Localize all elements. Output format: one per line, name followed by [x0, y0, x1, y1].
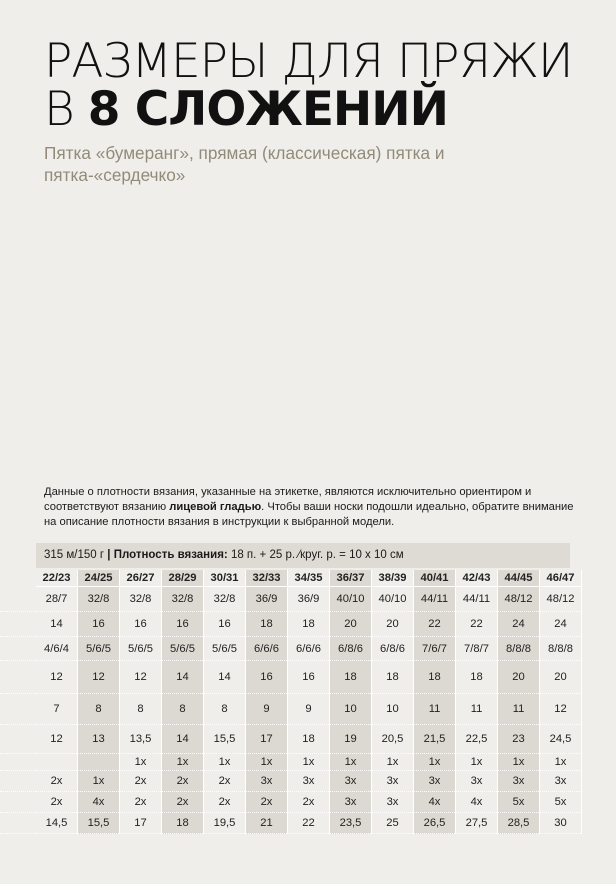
table-cell: 27,5 — [456, 813, 498, 834]
table-cell: 4x — [414, 792, 456, 813]
table-cell: 5x — [498, 792, 540, 813]
size-header: 42/43 — [456, 570, 498, 587]
size-header: 24/25 — [78, 570, 120, 587]
table-cell: 1x — [246, 754, 288, 771]
table-cell: 8 — [162, 694, 204, 725]
table-cell: 30 — [540, 813, 582, 834]
table-cell: 17 — [120, 813, 162, 834]
table-cell: 32/8 — [162, 587, 204, 612]
table-cell: 16 — [288, 661, 330, 694]
title-bold: 8 СЛОЖЕНИЙ — [87, 82, 448, 137]
table-cell: 18 — [162, 813, 204, 834]
size-header: 28/29 — [162, 570, 204, 587]
size-header: 34/35 — [288, 570, 330, 587]
table-cell: 2x — [162, 792, 204, 813]
row-divider — [0, 660, 36, 661]
table-cell: 22 — [456, 612, 498, 637]
table-cell: 6/8/6 — [372, 637, 414, 661]
table-cell: 18 — [456, 661, 498, 694]
table-cell: 6/6/6 — [288, 637, 330, 661]
size-header: 38/39 — [372, 570, 414, 587]
table-cell: 1x — [120, 754, 162, 771]
table-cell: 11 — [456, 694, 498, 725]
row-divider — [0, 753, 36, 754]
table-cell: 2x — [162, 771, 204, 792]
table-cell: 13,5 — [120, 725, 162, 754]
table-cell: 5/6/5 — [120, 637, 162, 661]
table-cell: 24 — [498, 612, 540, 637]
table-cell: 1x — [288, 754, 330, 771]
table-cell: 9 — [246, 694, 288, 725]
table-cell: 20,5 — [372, 725, 414, 754]
table-cell: 14 — [162, 725, 204, 754]
row-divider — [0, 636, 36, 637]
table-cell: 28/7 — [36, 587, 78, 612]
row-divider — [0, 611, 36, 612]
table-cell: 7 — [36, 694, 78, 725]
table-cell: 1x — [372, 754, 414, 771]
size-header: 22/23 — [36, 570, 78, 587]
table-cell: 16 — [204, 612, 246, 637]
table-cell: 12 — [120, 661, 162, 694]
table-cell: 18 — [414, 661, 456, 694]
table-cell: 24,5 — [540, 725, 582, 754]
table-cell: 3x — [372, 771, 414, 792]
table-cell: 15,5 — [78, 813, 120, 834]
table-cell: 12 — [78, 661, 120, 694]
table-cell: 19 — [330, 725, 372, 754]
table-cell: 12 — [36, 725, 78, 754]
table-cell: 18 — [288, 612, 330, 637]
table-cell: 16 — [120, 612, 162, 637]
table-cell: 19,5 — [204, 813, 246, 834]
intro-bold-text: лицевой гладью — [169, 501, 262, 514]
table-cell: 5/6/5 — [162, 637, 204, 661]
meta-separator: | — [107, 549, 111, 561]
table-cell: 16 — [246, 661, 288, 694]
table-cell: 20 — [372, 612, 414, 637]
size-table — [36, 570, 582, 834]
row-divider — [0, 693, 36, 694]
table-cell: 16 — [78, 612, 120, 637]
table-row — [36, 661, 582, 694]
title-line-1: РАЗМЕРЫ ДЛЯ ПРЯЖИ — [44, 34, 573, 89]
table-cell: 2x — [288, 792, 330, 813]
table-cell: 12 — [540, 694, 582, 725]
table-cell: 8 — [120, 694, 162, 725]
gauge-label: Плотность вязания: — [113, 549, 228, 561]
title-prefix: В — [44, 82, 74, 137]
table-cell: 14 — [36, 612, 78, 637]
table-cell: 3x — [498, 771, 540, 792]
yarn-info-bar — [36, 543, 570, 568]
table-cell: 5/6/5 — [204, 637, 246, 661]
table-cell: 2x — [120, 771, 162, 792]
table-cell: 9 — [288, 694, 330, 725]
table-cell: 6/6/6 — [246, 637, 288, 661]
table-cell: 48/12 — [498, 587, 540, 612]
table-cell: 3x — [246, 771, 288, 792]
intro-text-1: Данные о плотности вязания, указанные на этикетке, являются исключительно ориентиром и соответствуют вязанию — [44, 486, 532, 514]
table-cell: 26,5 — [414, 813, 456, 834]
row-divider — [0, 724, 36, 725]
table-row — [36, 587, 582, 612]
table-cell: 28,5 — [498, 813, 540, 834]
table-cell: 36/9 — [246, 587, 288, 612]
table-row — [36, 771, 582, 792]
table-row — [36, 694, 582, 725]
intro-text-2: . Чтобы ваши носки подошли идеально, обратите внимание на описание плотности вязания в инструкции к выбранной модели. — [44, 501, 574, 529]
table-cell — [36, 754, 78, 771]
page-title — [44, 34, 573, 137]
table-cell: 3x — [372, 792, 414, 813]
row-divider — [0, 791, 36, 792]
table-cell: 11 — [498, 694, 540, 725]
table-cell: 22 — [414, 612, 456, 637]
table-cell: 1x — [498, 754, 540, 771]
table-cell: 32/8 — [204, 587, 246, 612]
table-row — [36, 792, 582, 813]
table-cell: 1x — [78, 771, 120, 792]
size-header: 36/37 — [330, 570, 372, 587]
size-header: 26/27 — [120, 570, 162, 587]
table-cell: 1x — [414, 754, 456, 771]
yarn-weight: 315 м/150 г — [44, 549, 105, 561]
title-line-2 — [44, 82, 573, 137]
table-cell: 11 — [414, 694, 456, 725]
table-cell: 25 — [372, 813, 414, 834]
table-cell: 1x — [162, 754, 204, 771]
row-divider — [0, 770, 36, 771]
table-cell: 14 — [204, 661, 246, 694]
table-cell: 22,5 — [456, 725, 498, 754]
table-cell: 3x — [330, 771, 372, 792]
table-cell: 24 — [540, 612, 582, 637]
table-cell: 10 — [372, 694, 414, 725]
table-cell: 2x — [204, 771, 246, 792]
table-cell: 15,5 — [204, 725, 246, 754]
table-cell: 7/8/7 — [456, 637, 498, 661]
table-cell: 32/8 — [120, 587, 162, 612]
table-cell: 8/8/8 — [540, 637, 582, 661]
table-cell: 44/11 — [414, 587, 456, 612]
table-cell: 6/8/6 — [330, 637, 372, 661]
table-cell: 1x — [456, 754, 498, 771]
size-header: 30/31 — [204, 570, 246, 587]
table-cell: 8/8/8 — [498, 637, 540, 661]
table-cell: 18 — [372, 661, 414, 694]
table-cell: 22 — [288, 813, 330, 834]
table-cell: 3x — [288, 771, 330, 792]
table-cell: 32/8 — [78, 587, 120, 612]
table-cell: 40/10 — [330, 587, 372, 612]
table-cell: 13 — [78, 725, 120, 754]
table-cell: 21,5 — [414, 725, 456, 754]
row-divider — [0, 833, 36, 834]
size-header: 32/33 — [246, 570, 288, 587]
table-cell: 2x — [36, 792, 78, 813]
table-cell — [78, 754, 120, 771]
table-cell: 40/10 — [372, 587, 414, 612]
intro-paragraph — [44, 485, 579, 531]
table-cell: 18 — [330, 661, 372, 694]
table-cell: 20 — [498, 661, 540, 694]
table-cell: 17 — [246, 725, 288, 754]
table-cell: 3x — [456, 771, 498, 792]
table-row — [36, 725, 582, 754]
table-cell: 4/6/4 — [36, 637, 78, 661]
page-subtitle: Пятка «бумеранг», прямая (классическая) пятка и пятка-«сердечко» — [44, 143, 445, 185]
table-row — [36, 637, 582, 661]
table-row — [36, 612, 582, 637]
table-cell: 4x — [78, 792, 120, 813]
table-header-row — [36, 570, 582, 587]
table-cell: 2x — [120, 792, 162, 813]
gauge-value: 18 п. + 25 р. ⁄круг. р. = 10 х 10 см — [230, 549, 404, 561]
table-cell: 4x — [456, 792, 498, 813]
table-cell: 8 — [78, 694, 120, 725]
table-cell: 12 — [36, 661, 78, 694]
table-cell: 44/11 — [456, 587, 498, 612]
table-cell: 18 — [246, 612, 288, 637]
table-cell: 2x — [36, 771, 78, 792]
table-cell: 2x — [246, 792, 288, 813]
table-cell: 23,5 — [330, 813, 372, 834]
table-cell: 21 — [246, 813, 288, 834]
table-cell: 8 — [204, 694, 246, 725]
table-cell: 36/9 — [288, 587, 330, 612]
table-cell: 10 — [330, 694, 372, 725]
table-cell: 20 — [540, 661, 582, 694]
table-cell: 3x — [540, 771, 582, 792]
table-cell: 16 — [162, 612, 204, 637]
table-cell: 1x — [540, 754, 582, 771]
table-cell: 18 — [288, 725, 330, 754]
table-cell: 14,5 — [36, 813, 78, 834]
table-cell: 23 — [498, 725, 540, 754]
table-cell: 1x — [330, 754, 372, 771]
table-cell: 7/6/7 — [414, 637, 456, 661]
table-cell: 14 — [162, 661, 204, 694]
table-cell: 1x — [204, 754, 246, 771]
table-cell: 3x — [330, 792, 372, 813]
size-header: 44/45 — [498, 570, 540, 587]
row-divider — [0, 812, 36, 813]
table-cell: 48/12 — [540, 587, 582, 612]
table-row — [36, 754, 582, 771]
table-cell: 3x — [414, 771, 456, 792]
table-cell: 2x — [204, 792, 246, 813]
size-header: 40/41 — [414, 570, 456, 587]
table-row — [36, 813, 582, 834]
table-cell: 20 — [330, 612, 372, 637]
table-cell: 5x — [540, 792, 582, 813]
size-header: 46/47 — [540, 570, 582, 587]
table-cell: 5/6/5 — [78, 637, 120, 661]
